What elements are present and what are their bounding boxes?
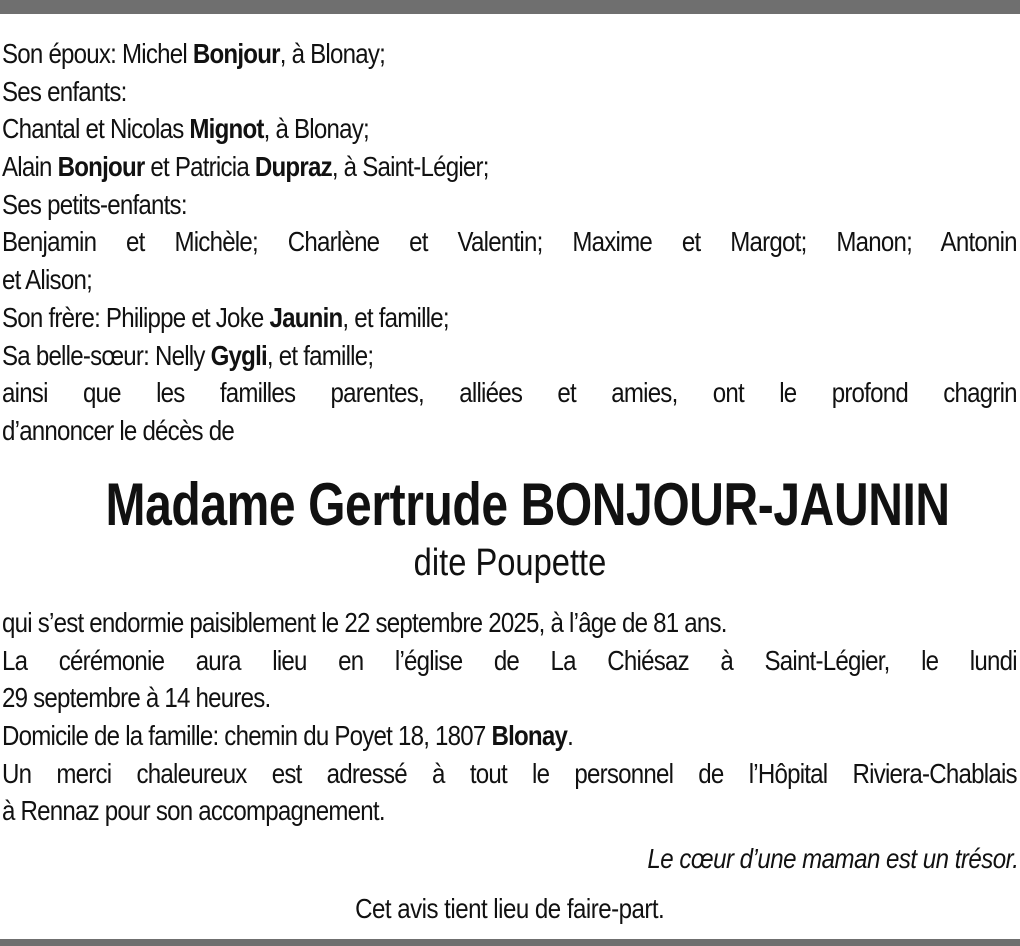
motto-quote: Le cœur d’une maman est un trésor. <box>646 843 1018 874</box>
ceremony-line-1: La cérémonie aura lieu en l’église de La Chiésaz à Saint-Légier, le lundi <box>2 644 1017 676</box>
child-line-2: Alain Bonjour et Patricia Dupraz, à Saint-Légier; <box>2 151 489 183</box>
passing-line: qui s’est endormie paisiblement le 22 septembre 2025, à l’âge de 81 ans. <box>2 607 727 638</box>
child2-partner-surname: Dupraz <box>254 151 332 183</box>
domicile-town: Blonay <box>491 720 568 752</box>
child-line-1: Chantal et Nicolas Mignot, à Blonay; <box>2 113 369 145</box>
spouse-surname: Bonjour <box>192 38 280 69</box>
closing-note: Cet avis tient lieu de faire-part. <box>355 893 665 924</box>
spouse-line: Son époux: Michel Bonjour, à Blonay; <box>2 38 386 69</box>
sister-in-law-line: Sa belle-sœur: Nelly Gygli, et famille; <box>2 339 374 371</box>
deceased-name: Madame Gertrude BONJOUR-JAUNIN <box>105 471 950 538</box>
grandchildren-line-1: Benjamin et Michèle; Charlène et Valentin; Maxime et Margot; Manon; Antonin <box>2 226 1017 258</box>
deceased-nickname: dite Poupette <box>413 542 607 584</box>
child1-surname: Mignot <box>189 113 264 145</box>
top-rule <box>0 0 1020 14</box>
bottom-rule <box>0 939 1020 946</box>
family-list <box>2 35 1020 450</box>
announcement-line-2: d’annoncer le décès de <box>2 414 234 446</box>
brother-line: Son frère: Philippe et Joke Jaunin, et famille; <box>2 301 449 333</box>
details-block <box>2 604 1020 830</box>
child2-surname: Bonjour <box>57 151 145 183</box>
announcement-line-1: ainsi que les familles parentes, alliées et amies, ont le profond chagrin <box>2 377 1017 409</box>
thanks-line-2: à Rennaz pour son accompagnement. <box>2 795 385 827</box>
children-heading: Ses enfants: <box>2 75 127 107</box>
grandchildren-heading: Ses petits-enfants: <box>2 188 187 220</box>
brother-surname: Jaunin <box>269 301 343 333</box>
ceremony-line-2: 29 septembre à 14 heures. <box>2 682 271 714</box>
grandchildren-line-2: et Alison; <box>2 264 92 296</box>
domicile-line: Domicile de la famille: chemin du Poyet 18, 1807 Blonay. <box>2 720 574 752</box>
thanks-line-1: Un merci chaleureux est adressé à tout le personnel de l’Hôpital Riviera-Chablais <box>2 757 1017 789</box>
sister-in-law-surname: Gygli <box>210 339 267 371</box>
